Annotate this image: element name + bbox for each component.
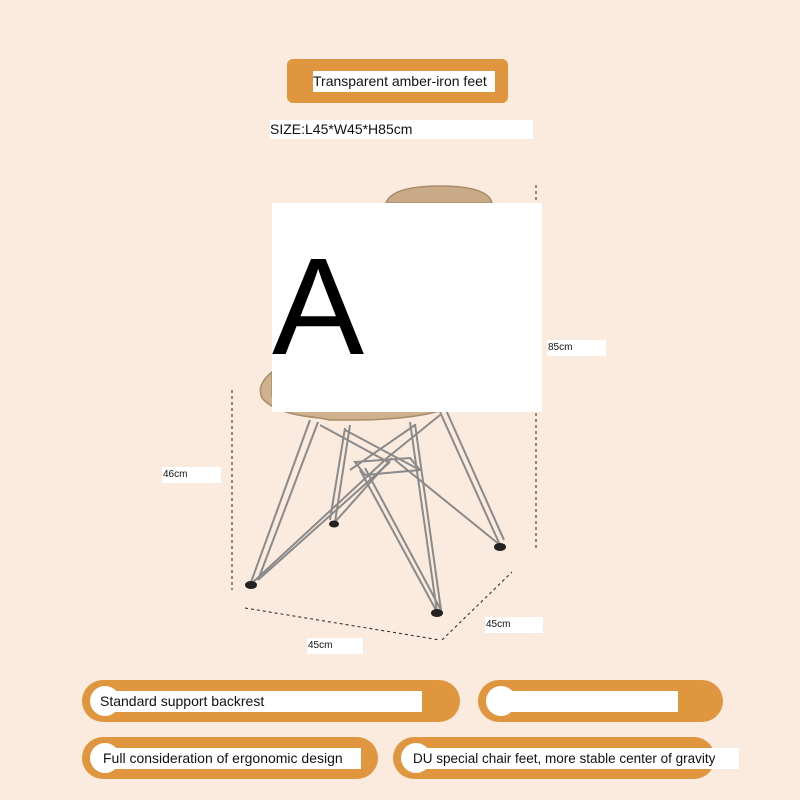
chair-frame [250, 410, 504, 612]
width-label: 45cm [485, 617, 543, 633]
feature-label [500, 691, 678, 712]
feature-label: DU special chair feet, more stable center of gravity [409, 748, 739, 769]
overlay-letter: A [272, 230, 365, 384]
title-label: Transparent amber-iron feet [313, 71, 495, 92]
chair-backrest [386, 186, 492, 203]
seat-height-label: 46cm [162, 467, 221, 483]
size-label: SIZE:L45*W45*H85cm [270, 120, 533, 139]
feature-pill-ergonomic [82, 737, 378, 779]
feature-pill-chair-feet [393, 737, 715, 779]
chair-feet [245, 521, 506, 618]
feature-label: Full consideration of ergonomic design [98, 748, 361, 769]
feature-pill-empty [478, 680, 723, 722]
height-label: 85cm [547, 340, 606, 356]
feature-label: Standard support backrest [98, 691, 422, 712]
length-label: 45cm [307, 638, 363, 654]
feature-pill-backrest [82, 680, 460, 722]
